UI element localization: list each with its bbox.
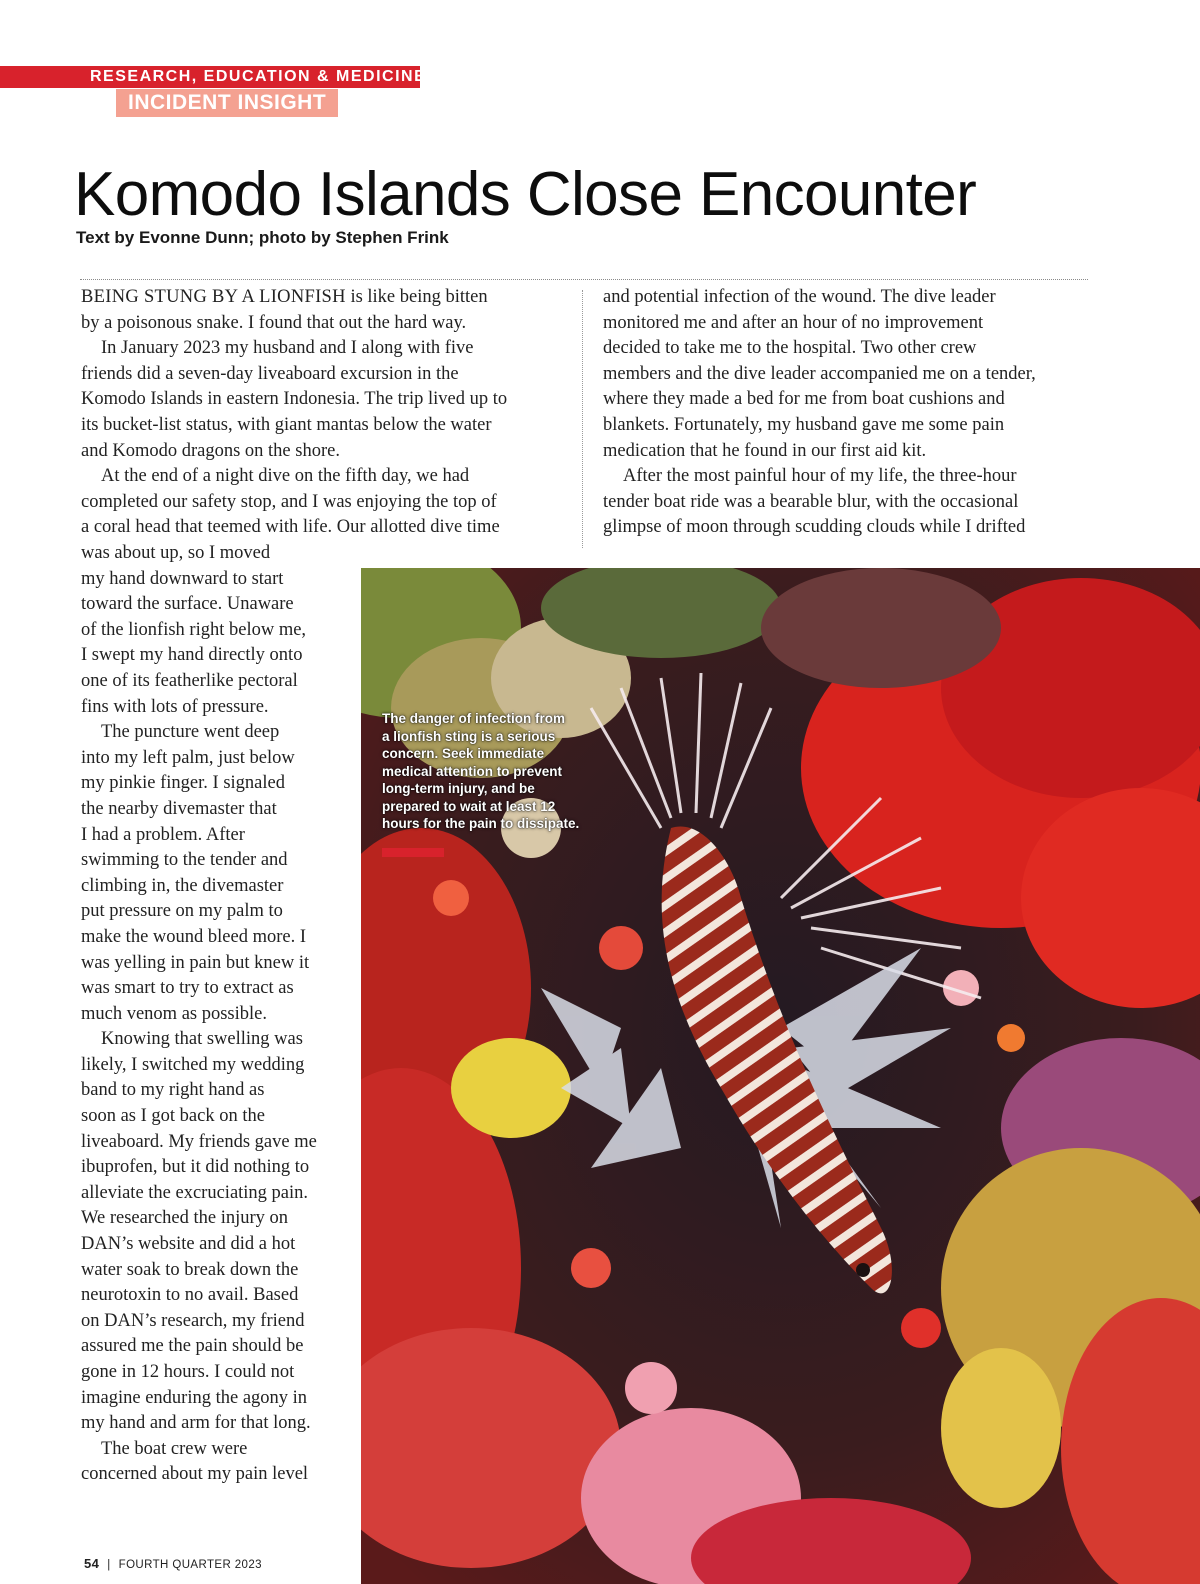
text-line: fins with lots of pressure. [81, 696, 269, 717]
text-line: was yelling in pain but knew it [81, 952, 310, 973]
text-line: was smart to try to extract as [81, 978, 294, 999]
text-line: of the lionfish right below me, [81, 619, 307, 640]
text-line: After the most painful hour of my life, the three-hour [623, 466, 1017, 487]
text-line: my hand and arm for that long. [81, 1413, 311, 1434]
footer-separator: | [107, 1559, 111, 1571]
text-line: medication that he found in our first aid kit. [603, 440, 927, 461]
text-line: imagine enduring the agony in [81, 1387, 308, 1408]
text-line: I had a problem. After [81, 824, 245, 845]
issue-label: FOURTH QUARTER 2023 [118, 1559, 262, 1571]
column-divider [582, 290, 583, 548]
subsection-label: INCIDENT INSIGHT [116, 89, 338, 117]
caption-line: a lionfish sting is a serious [382, 728, 556, 744]
text-line: Komodo Islands in eastern Indonesia. The trip lived up to [81, 389, 508, 410]
text-line: The puncture went deep [101, 722, 280, 743]
text-line: completed our safety stop, and I was enjoying the top of [81, 491, 497, 512]
text-line: its bucket-list status, with giant mantas below the water [81, 414, 492, 435]
caption-line: The danger of infection from [382, 711, 566, 726]
text-line: likely, I switched my wedding [81, 1054, 305, 1075]
text-line: ibuprofen, but it did nothing to [81, 1157, 310, 1178]
text-line: friends did a seven-day liveaboard excursion in the [81, 363, 459, 384]
text-line: neurotoxin to no avail. Based [81, 1285, 299, 1306]
text-line: put pressure on my palm to [81, 901, 283, 922]
page-number: 54 [84, 1556, 100, 1571]
article-column-2 [81, 541, 353, 1488]
text-line: liveaboard. My friends gave me [81, 1131, 317, 1152]
text-line: much venom as possible. [81, 1003, 268, 1024]
page-footer [84, 1556, 262, 1573]
text-line: was about up, so I moved [81, 543, 271, 563]
text-line: tender boat ride was a bearable blur, with the occasional [603, 491, 1019, 512]
text-line: BEING STUNG BY A LIONFISH is like being bitten [81, 287, 488, 307]
caption-line: hours for the pain to dissipate. [382, 816, 580, 831]
text-line: I swept my hand directly onto [81, 645, 303, 666]
text-line: swimming to the tender and [81, 850, 288, 871]
caption-line: medical attention to prevent [382, 763, 563, 779]
text-line: In January 2023 my husband and I along with five [101, 338, 474, 359]
text-line: band to my right hand as [81, 1080, 265, 1101]
text-line: by a poisonous snake. I found that out the hard way. [81, 312, 467, 333]
text-line: glimpse of moon through scudding clouds while I drifted [603, 517, 1026, 538]
text-line: alleviate the excruciating pain. [81, 1182, 309, 1203]
text-line: and potential infection of the wound. The dive leader [603, 287, 996, 307]
article-title: Komodo Islands Close Encounter [74, 160, 977, 229]
text-line: assured me the pain should be [81, 1336, 304, 1357]
article-column-1 [81, 285, 571, 541]
text-line: the nearby divemaster that [81, 798, 277, 819]
text-line: and Komodo dragons on the shore. [81, 440, 340, 461]
text-line: toward the surface. Unaware [81, 594, 294, 615]
header-divider [80, 279, 1088, 280]
text-line: DAN’s website and did a hot [81, 1234, 296, 1255]
text-line: At the end of a night dive on the fifth day, we had [101, 466, 470, 487]
photo-caption [382, 710, 597, 833]
text-line: soon as I got back on the [81, 1106, 265, 1127]
text-line: We researched the injury on [81, 1208, 289, 1229]
text-line: blankets. Fortunately, my husband gave me some pain [603, 414, 1005, 435]
text-line: Knowing that swelling was [101, 1029, 303, 1050]
text-line: members and the dive leader accompanied me on a tender, [603, 363, 1036, 384]
text-line: make the wound bleed more. I [81, 926, 307, 947]
text-line: monitored me and after an hour of no improvement [603, 312, 984, 333]
text-line: water soak to break down the [81, 1259, 299, 1280]
byline: Text by Evonne Dunn; photo by Stephen Frink [76, 228, 449, 247]
article-column-3 [603, 285, 1083, 541]
caption-line: long-term injury, and be [382, 781, 535, 796]
caption-line: prepared to wait at least 12 [382, 798, 556, 814]
lead-caps: BEING STUNG BY A LIONFISH [81, 287, 346, 307]
text-line: concerned about my pain level [81, 1464, 309, 1485]
text-line: decided to take me to the hospital. Two other crew [603, 338, 977, 359]
text-line: on DAN’s research, my friend [81, 1310, 305, 1331]
text-line: The boat crew were [101, 1438, 248, 1459]
text-line: my pinkie finger. I signaled [81, 773, 285, 794]
text-line: into my left palm, just below [81, 747, 295, 768]
caption-accent-bar [382, 848, 444, 857]
section-label: RESEARCH, EDUCATION & MEDICINE [90, 68, 427, 85]
caption-line: concern. Seek immediate [382, 746, 545, 761]
text-line: one of its featherlike pectoral [81, 670, 298, 691]
text-line: my hand downward to start [81, 568, 284, 589]
text-line: gone in 12 hours. I could not [81, 1362, 295, 1382]
text-line: a coral head that teemed with life. Our allotted dive time [81, 517, 500, 538]
text-line: where they made a bed for me from boat cushions and [603, 389, 1005, 410]
text-line: climbing in, the divemaster [81, 875, 284, 896]
